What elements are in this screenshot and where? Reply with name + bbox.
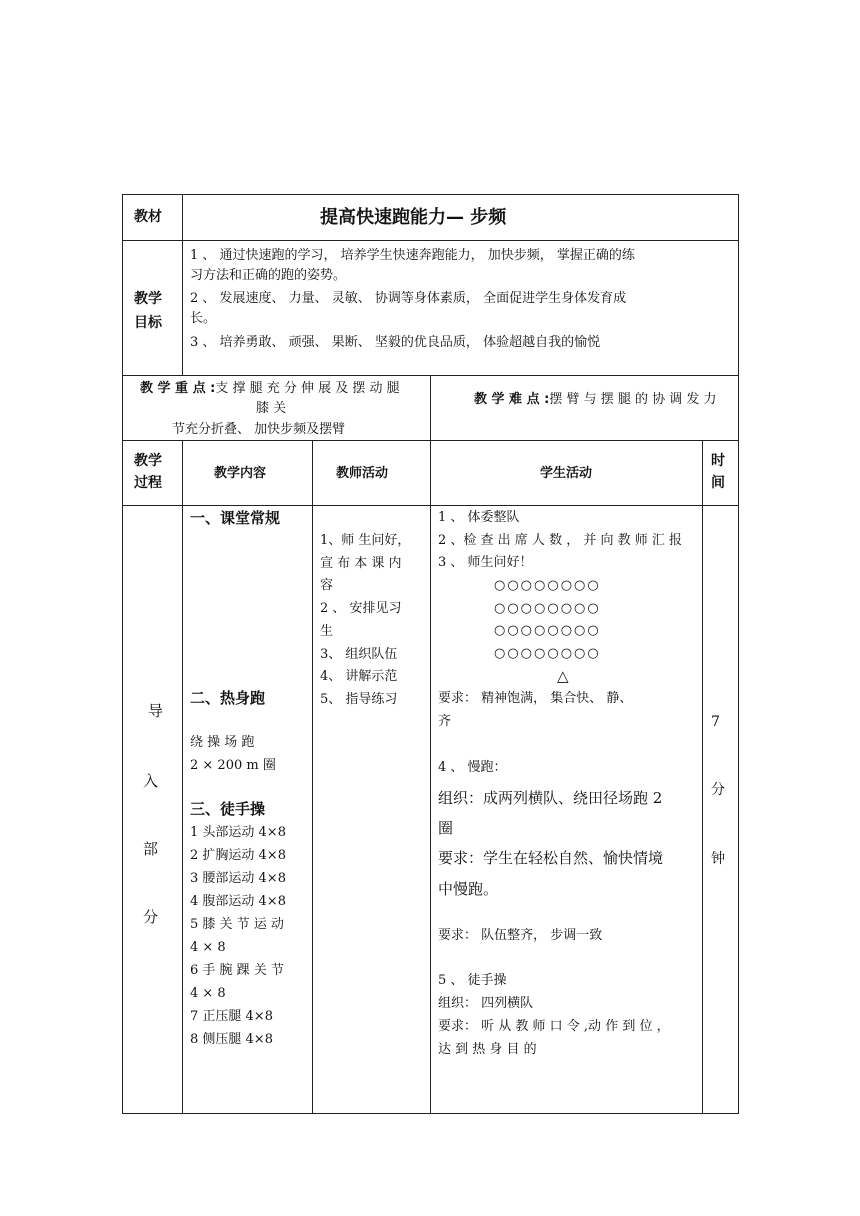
- teacher-line: 5、 指导练习: [320, 692, 398, 707]
- time-char: 钟: [711, 851, 725, 867]
- col-divider: [182, 440, 183, 1114]
- student-line: 5 、 徒手操: [438, 973, 507, 988]
- student-line: 齐: [438, 714, 452, 729]
- student-line: 组织：成两列横队、绕田径场跑 2: [438, 789, 663, 807]
- difficult-point: [474, 388, 717, 411]
- section-name-char: 导: [148, 702, 164, 720]
- col-header-student: 学生活动: [540, 466, 593, 481]
- col-divider: [702, 440, 703, 1114]
- teacher-line: 4、 讲解示范: [320, 669, 398, 684]
- student-line: 组织： 四列横队: [438, 996, 534, 1011]
- student-line: 要求： 精神饱满， 集合快、 静、: [438, 691, 633, 706]
- section-name-char: 部: [143, 840, 159, 858]
- time-char: 7: [711, 714, 720, 730]
- goal-line: 长。: [190, 311, 217, 326]
- goal-line: 1 、 通过快速跑的学习， 培养学生快速奔跑能力， 加快步频， 掌握正确的练: [190, 248, 635, 263]
- student-line: 中慢跑。: [438, 880, 499, 898]
- teacher-line: 3、 组织队伍: [320, 647, 398, 662]
- col-header-process: 教学过程: [134, 453, 162, 491]
- key-point-text-cont: 节充分折叠、 加快步频及摆臂: [172, 422, 346, 437]
- key-point-label: 教 学 重 点 :: [140, 381, 216, 396]
- col-divider: [430, 375, 431, 440]
- student-line: 要求： 队伍整齐， 步调一致: [438, 928, 603, 943]
- student-line: 达 到 热 身 目 的: [438, 1042, 537, 1057]
- col-divider: [182, 194, 183, 375]
- teacher-line: 生: [320, 624, 334, 639]
- col-header-content: 教学内容: [214, 466, 267, 481]
- student-line: 3 、 师生问好！: [438, 555, 533, 570]
- teacher-line: 宣 布 本 课 内: [320, 556, 402, 571]
- formation-row: ○○○○○○○○: [494, 646, 601, 661]
- key-point-text: 支 撑 腿 充 分 伸 展 及 摆 动 腿: [215, 381, 400, 396]
- goal-line: 2 、 发展速度、 力量、 灵敏、 协调等身体素质， 全面促进学生身体发育成: [190, 291, 627, 306]
- col-divider: [430, 440, 431, 1114]
- time-char: 分: [711, 782, 725, 798]
- student-line: 要求： 听 从 教 师 口 令 ,动 作 到 位 ，: [438, 1019, 670, 1034]
- teacher-line: 1、师 生问好，: [320, 533, 411, 548]
- goal-line: 习方法和正确的跑的姿势。: [190, 268, 347, 283]
- exercise-item: 3 腰部运动 4×8: [190, 871, 286, 886]
- teacher-line: 2 、 安排见习: [320, 601, 402, 616]
- exercise-item: 1 头部运动 4×8: [190, 825, 286, 840]
- goal-line: 3 、 培养勇敢、 顽强、 果断、 坚毅的优良品质， 体验超越自我的愉悦: [190, 335, 601, 350]
- col-header-teacher: 教师活动: [336, 466, 389, 481]
- student-line: 要求：学生在轻松自然、愉快情境: [438, 849, 664, 867]
- exercise-item: 6 手 腕 踝 关 节: [190, 963, 284, 978]
- section-name-char: 分: [143, 908, 159, 926]
- student-line: 圈: [438, 819, 454, 837]
- row-divider: [122, 240, 739, 241]
- lesson-title: 提高快速跑能力— 步频: [320, 207, 507, 228]
- content-run-line: 绕 操 场 跑: [190, 735, 255, 750]
- content-heading-warmup: 二、热身跑: [190, 689, 266, 707]
- content-heading-routine: 一、课堂常规: [190, 509, 281, 527]
- exercise-item: 5 膝 关 节 运 动: [190, 917, 284, 932]
- exercise-item: 7 正压腿 4×8: [190, 1009, 273, 1024]
- exercise-item: 4 腹部运动 4×8: [190, 894, 286, 909]
- content-run-line: 2 × 200 m 圈: [190, 758, 276, 773]
- exercise-item: 4 × 8: [190, 986, 226, 1001]
- section-name-char: 入: [143, 772, 159, 790]
- teacher-position-icon: △: [557, 667, 569, 685]
- student-line: 2 、检 查 出 席 人 数 ， 并 向 教 师 汇 报: [438, 533, 682, 548]
- exercise-item: 8 侧压腿 4×8: [190, 1032, 273, 1047]
- difficult-point-label: 教 学 难 点 :: [474, 392, 550, 407]
- content-heading-freehand: 三、徒手操: [190, 800, 266, 818]
- formation-row: ○○○○○○○○: [494, 578, 601, 593]
- exercise-item: 2 扩胸运动 4×8: [190, 848, 286, 863]
- key-point-text-cont: 膝 关: [256, 401, 287, 416]
- col-header-time: 时间: [711, 453, 725, 491]
- goals-label: 教学目标: [134, 291, 162, 331]
- student-line: 1 、 体委整队: [438, 510, 520, 525]
- exercise-item: 4 × 8: [190, 940, 226, 955]
- material-label: 教材: [134, 209, 162, 225]
- student-line: 4 、 慢跑：: [438, 760, 507, 775]
- difficult-point-text: 摆 臂 与 摆 腿 的 协 调 发 力: [549, 392, 717, 407]
- teacher-line: 容: [320, 578, 334, 593]
- col-divider: [312, 440, 313, 1114]
- formation-row: ○○○○○○○○: [494, 601, 601, 616]
- formation-row: ○○○○○○○○: [494, 623, 601, 638]
